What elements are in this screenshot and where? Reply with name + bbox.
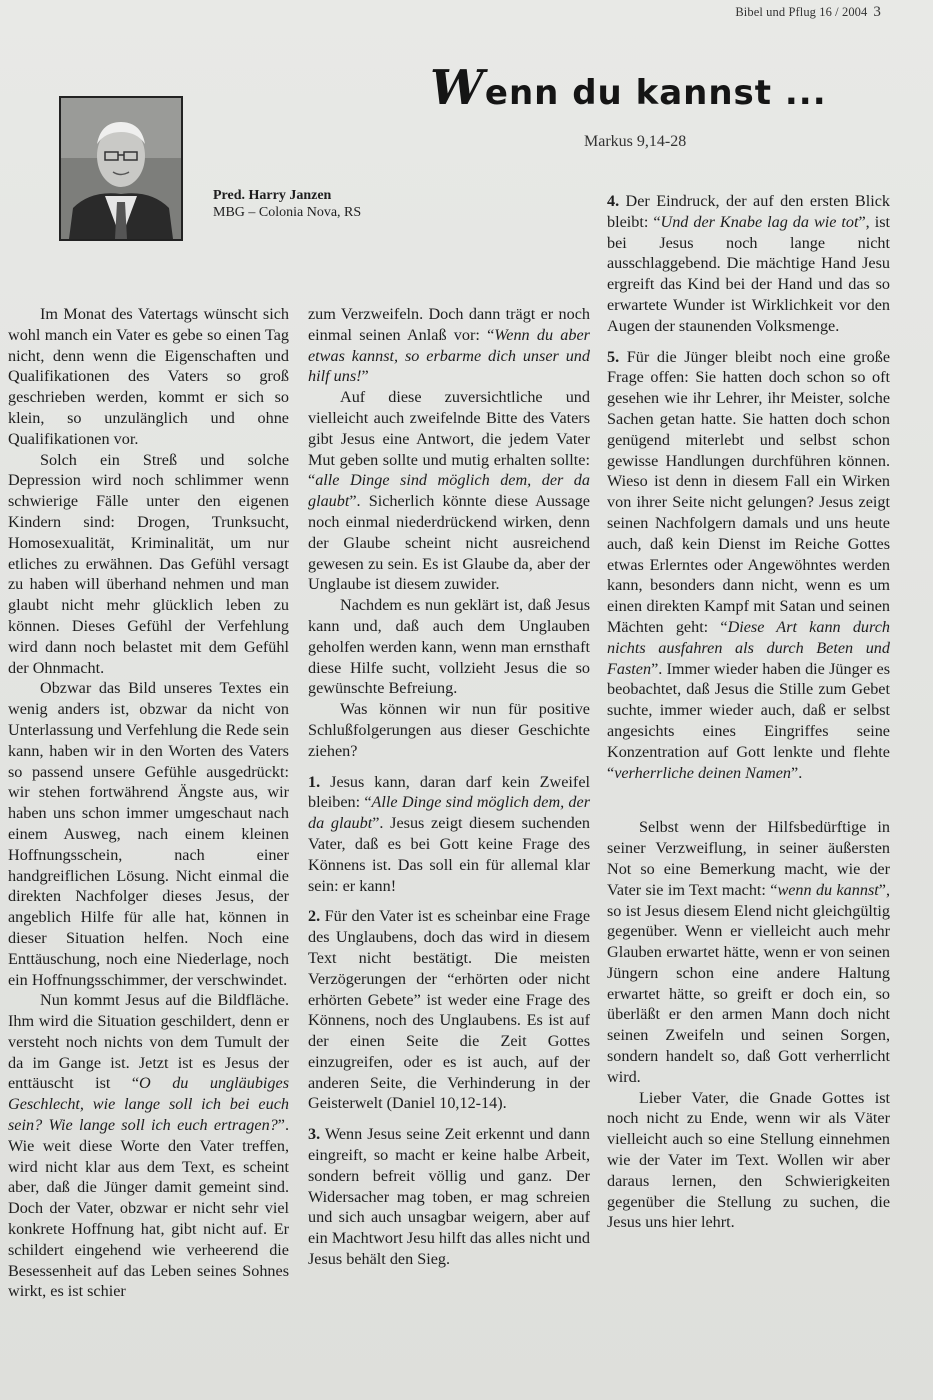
text-run: ”. Immer wieder haben die Jünger es beobachtet, daß Jesus die Stille zum Gebet suchte, immer wieder auch, daß er selbst angesichts eines Eingriffes seine Konzentration auf Gott lenkte und flehte “: [607, 659, 890, 782]
text-run: Jesus kann, daran darf kein Zweifel bleiben: “: [308, 772, 591, 812]
paragraph: [8, 990, 289, 1302]
scripture-reference: Markus 9,14-28: [584, 133, 687, 150]
header-text: Bibel und Pflug 16 / 2004: [735, 5, 868, 19]
author-block: [213, 187, 361, 221]
quote: verherrliche deinen Namen: [614, 763, 792, 782]
author-affiliation: MBG – Colonia Nova, RS: [213, 205, 362, 220]
quote: Und der Knabe lag da wie tot: [660, 212, 859, 231]
title-initial: W: [430, 60, 485, 116]
paragraph: Obzwar das Bild unseres Textes ein wenig anders ist, obzwar da nicht von Unterlassung und Verfehlung die Rede sein kann, haben wir in den Worten des Vaters so passend unsere Gefühle ausgedrückt: wir stehen fortwährend Ängste aus, wir haben uns schon immer umgeschaut nach einem Ausweg, nach einem kleinen Hoffnungsschein, nach einer handgreiflichen Lösung. Nicht einmal die direkten Nachfolger dieses Jesus, der angeblich Hilfe für alle hat, können in dieser Situation helfen. Noch eine Enttäuschung, noch eine Niederlage, noch ein Hoffnungsschimmer, der verschwindet.: [8, 679, 289, 989]
numbered-point-1: [308, 772, 590, 897]
text-column-3: [607, 191, 890, 1233]
paragraph: [607, 817, 890, 1087]
text-run: ”, ist bei Jesus noch lange nicht ausschlaggebend. Die mächtige Hand Jesu ergreift das Kind bei der Hand und das so erwartete Wunder ist Wirklichkeit vor den Augen der staunenden Volksmenge.: [607, 212, 890, 335]
article-title: [430, 60, 890, 116]
paragraph: Im Monat des Vatertags wünscht sich wohl manch ein Vater es gebe so einen Tag nicht, denn wenn die Eigenschaften und Qualifikationen des Vaters so groß geschrieben werden, kommt er sich so klein, so unzulänglich und ohne Qualifikationen vor.: [8, 305, 289, 448]
numbered-point-3: [308, 1124, 590, 1270]
text-run: ”.: [791, 763, 803, 782]
paragraph: [308, 304, 590, 387]
text-run: Nun kommt Jesus auf die Bildfläche. Ihm wird die Situation geschildert, denn er versteht noch nichts von dem Tumult der da im Gange ist. Jetzt ist es Jesus der enttäuscht ist “: [8, 991, 289, 1093]
point-number: 4.: [607, 192, 620, 210]
text-column-2: [308, 304, 590, 1270]
point-number: 3.: [308, 1125, 321, 1144]
numbered-point-4: [607, 191, 890, 337]
text-run: Für die Jünger bleibt noch eine große Frage offen: Sie hatten doch schon so oft gesehen wie ihr Lehrer, ihr Meister, solche Sachen getan hatte. Sie hatten doch schon genügend miterlebt und selbst schon gewisse Handlungen durchführen können. Wieso ist denn in diesem Fall ein Wirken von ihrer Seite nicht gelungen? Jesus zeigt seinen Nachfolgern damals und uns heute auch, daß kein Dienst im Reiche Gottes etwas Erlerntes oder Angewöhntes werden kann, besonders dann nicht, wenn es um einen direkten Kampf mit Satan und seinen Mächten geht: “: [607, 347, 891, 636]
text-run: Der Eindruck, der auf den ersten Blick bleibt: “: [607, 192, 890, 231]
paragraph: Solch ein Streß und solche Depression wird noch schlimmer wenn schwierige Fälle unter den eigenen Kindern sind: Drogen, Trunksucht, Homosexualität, Kriminalität, um nur etliches zu erwähnen. Das Gefühl versagt zu haben will überhand nehmen und man glaubt nicht mehr glücklich leben zu können. Dieses Gefühl der Verfehlung wird dann noch belastet mit dem Gefühl der Ohnmacht.: [8, 450, 289, 677]
quote: O du ungläubiges Geschlecht, wie lange soll ich bei euch sein? Wie lange soll ich euch ertragen?: [8, 1074, 289, 1135]
quote: Diese Art kann durch nichts ausfahren als durch Beten und Fasten: [607, 617, 890, 678]
text-run: ”: [361, 367, 369, 386]
point-number: 1.: [308, 772, 321, 791]
numbered-point-5: [607, 347, 890, 784]
running-header: [735, 4, 881, 21]
paragraph: Nachdem es nun geklärt ist, daß Jesus kann und, daß auch dem Unglauben geholfen werden kann, wenn man ernsthaft diese Hilfe sucht, vollzieht Jesus die so gewünschte Befreiung.: [308, 596, 590, 698]
title-rest: enn du kannst ...: [484, 73, 827, 113]
text-run: Für den Vater ist es scheinbar eine Frage des Unglaubens, doch das wird in diesem Text nicht bestätigt. Die meisten Verzögerungen der “erhörten oder nicht erhörten Gebete” ist weder eine Frage des Könnens, noch des Unglaubens. Es ist auf der einen Seite die Zeit Gottes einzugreifen, oder es ist auch, auf der anderen Seite, die Verhinderung in der Geisterwelt (Daniel 10,12-14).: [308, 907, 591, 1113]
author-name: Pred. Harry Janzen: [213, 188, 332, 203]
text-run: Selbst wenn der Hilfsbedürftige in seiner Verzweiflung, in seiner äußersten Not so eine Bemerkung macht, wie der Vater sie im Text macht: “: [607, 818, 890, 899]
text-run: ”, so ist Jesus diesem Elend nicht gleichgültig gegenüber. Wenn er vielleicht auch mehr Glauben erwartet hätte, wenn er von seinen Jüngern schon eine andere Haltung erwartet hätte, so greift er doch ein, so überläßt er den armen Mann doch nicht seinen Zweifeln und seinen Sorgen, sondern handelt so, daß Gott verherrlicht wird.: [607, 880, 890, 1086]
text-run: zum Verzweifeln. Doch dann trägt er noch einmal seinen Anlaß vor: “: [308, 305, 590, 344]
page-number: 3: [873, 4, 881, 20]
paragraph: [308, 387, 590, 595]
text-run: ”. Jesus zeigt diesem suchenden Vater, daß es bei Gott keine Frage des Könnens ist. Das soll ein für allemal klar sein: er kann!: [308, 814, 591, 895]
text-column-1: [8, 304, 289, 1302]
quote: wenn du kannst: [777, 880, 879, 899]
text-run: Auf diese zuversichtliche und vielleicht auch zweifelnde Bitte des Vaters gibt Jesus eine Antwort, die jedem Vater Mut geben sollte und mutig erhalten sollte: “: [308, 388, 590, 490]
quote: Wenn du aber etwas kannst, so erbarme dich unser und hilf uns!: [308, 325, 590, 386]
text-run: ”. Wie weit diese Worte den Vater treffen, wird nicht klar aus dem Text, es scheint aber, daß die Jünger damit gemeint sind. Doch der Vater, obzwar er nicht sehr viel konkrete Hoffnung hat, gibt nicht auf. Er schildert eingehend wie verheerend die Besessenheit auf das Leben seines Sohnes wirkt, es ist schier: [8, 1116, 289, 1301]
text-run: ”. Sicherlich könnte diese Aussage noch einmal niederdrückend wirken, denn der Glaube scheint nicht ausreichend gewesen zu sein. Es ist Glaube da, aber der Unglaube ist diesem zuwider.: [308, 492, 590, 594]
numbered-point-2: [308, 906, 590, 1114]
quote: alle Dinge sind möglich dem, der da glaubt: [308, 471, 590, 511]
portrait-image: [61, 98, 181, 239]
quote: Alle Dinge sind möglich dem, der da glaubt: [308, 793, 590, 833]
paragraph: Lieber Vater, die Gnade Gottes ist noch nicht zu Ende, wenn wir als Väter vielleicht auch so eine Stellung einnehmen wie der Vater im Text. Wollen wir aber daraus lernen, den Schwierigkeiten gegenüber die Stellung zu suchen, die Jesus uns hier lehrt.: [607, 1088, 890, 1232]
author-photo: [59, 96, 183, 241]
point-number: 5.: [607, 347, 620, 366]
paragraph: Was können wir nun für positive Schlußfolgerungen aus dieser Geschichte ziehen?: [308, 700, 590, 760]
point-number: 2.: [308, 907, 321, 926]
text-run: Wenn Jesus seine Zeit erkennt und dann eingreift, so macht er keine halbe Arbeit, sondern befreit völlig und ganz. Der Widersacher mag toben, er mag schreien und sich auch unsagbar weigern, aber auf ein Machtwort Jesu hilft das alles nicht und Jesus behält den Sieg.: [308, 1125, 590, 1269]
